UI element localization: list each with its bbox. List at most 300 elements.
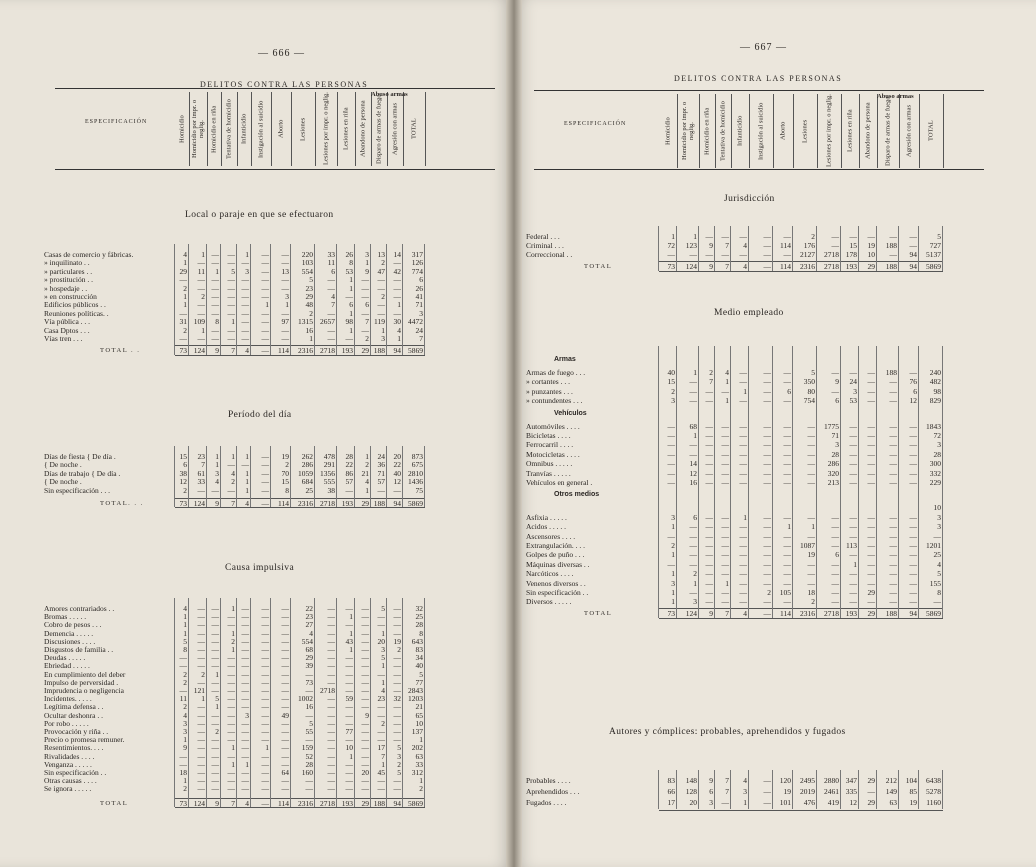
cell-value: —: [361, 653, 369, 663]
row-label: Casa Dptos . . .: [44, 325, 90, 335]
cell-value: —: [261, 653, 269, 663]
cell-value: 476: [803, 798, 815, 807]
cell-value: 2: [381, 718, 385, 728]
cell-value: 30: [393, 317, 401, 327]
cell-value: —: [361, 677, 369, 687]
cell-value: —: [867, 787, 875, 796]
cell-value: —: [889, 386, 897, 396]
section-table: [0, 0, 514, 867]
cell-value: 11: [179, 694, 187, 704]
cell-value: 6: [183, 460, 187, 470]
cell-value: —: [361, 669, 369, 679]
cell-value: 6: [787, 386, 791, 396]
cell-value: —: [361, 661, 369, 671]
column-rule: [658, 770, 659, 809]
cell-value: —: [227, 751, 235, 761]
cell-value: —: [227, 784, 235, 794]
cell-value: —: [867, 478, 875, 487]
row-label: TOTAL: [100, 799, 129, 807]
cell-value: 9: [365, 710, 369, 720]
cell-value: 312: [411, 768, 423, 777]
cell-value: 482: [929, 377, 941, 387]
cell-value: 2316: [298, 499, 313, 508]
cell-value: —: [281, 661, 289, 671]
cell-value: 38: [179, 468, 187, 478]
cell-value: 42: [393, 266, 401, 276]
column-6: Instigación al suicidio: [749, 94, 774, 168]
cell-value: —: [361, 645, 369, 654]
cell-value: 8: [285, 485, 289, 495]
cell-value: 176: [803, 241, 815, 250]
cell-value: —: [889, 550, 897, 560]
cell-value: —: [783, 597, 791, 607]
cell-value: 5: [215, 694, 219, 704]
cell-value: —: [281, 776, 289, 786]
table-row: [514, 798, 1036, 807]
cell-value: —: [345, 768, 353, 777]
cell-value: 1: [349, 645, 353, 654]
cell-value: —: [241, 669, 249, 679]
cell-value: 70: [281, 468, 289, 478]
cell-value: 9: [709, 776, 713, 785]
cell-value: —: [241, 653, 249, 663]
cell-value: 9: [835, 377, 839, 387]
cell-value: —: [867, 377, 875, 387]
cell-value: 1: [671, 597, 675, 607]
row-label: » hospedaje . .: [44, 283, 88, 293]
cell-value: 126: [411, 258, 423, 268]
cell-value: —: [211, 768, 219, 777]
cell-value: 9: [215, 499, 219, 508]
cell-value: 1: [853, 559, 857, 569]
cell-value: —: [721, 798, 729, 807]
cell-value: 137: [411, 727, 423, 736]
cell-value: —: [763, 522, 771, 532]
cell-value: 3: [245, 266, 249, 276]
cell-value: —: [889, 232, 897, 241]
cell-value: —: [345, 735, 353, 745]
column-rule: [290, 598, 291, 807]
cell-value: —: [867, 386, 875, 396]
cell-value: 113: [846, 541, 857, 550]
cell-value: 1: [183, 258, 187, 268]
cell-value: 17: [377, 743, 385, 753]
cell-value: 23: [305, 283, 313, 293]
cell-value: —: [377, 784, 385, 794]
cell-value: —: [849, 368, 857, 377]
cell-value: —: [721, 440, 729, 450]
row-label: Provocación y riña . .: [44, 727, 109, 736]
row-label: Máquinas diversas . .: [526, 559, 590, 569]
cell-value: —: [241, 275, 249, 285]
cell-value: —: [211, 735, 219, 745]
cell-value: —: [849, 550, 857, 560]
cell-value: 1: [265, 300, 269, 310]
cell-value: —: [211, 325, 219, 335]
cell-value: 12: [849, 798, 857, 807]
cell-value: —: [393, 784, 401, 794]
section-title: Causa impulsiva: [225, 563, 295, 573]
cell-value: —: [197, 776, 205, 786]
cell-value: —: [889, 588, 897, 597]
cell-value: 33: [197, 477, 205, 487]
cell-value: 28: [415, 620, 423, 630]
cell-value: 3: [937, 522, 941, 532]
cell-value: 12: [909, 396, 917, 406]
cell-value: —: [211, 784, 219, 794]
cell-value: —: [327, 325, 335, 335]
cell-value: —: [689, 250, 697, 259]
cell-value: —: [197, 604, 205, 613]
cell-value: —: [721, 459, 729, 469]
cell-value: 15: [281, 477, 289, 487]
cell-value: —: [721, 421, 729, 431]
cell-value: 1: [349, 283, 353, 293]
cell-value: 5869: [408, 798, 423, 808]
cell-value: —: [807, 468, 815, 478]
cell-value: 20: [377, 636, 385, 646]
row-label: Por robo . . . . .: [44, 718, 89, 728]
cell-value: —: [261, 784, 269, 794]
cell-value: —: [739, 559, 747, 569]
cell-value: —: [807, 512, 815, 522]
column-13: Agresión con armas: [899, 94, 920, 168]
cell-value: —: [909, 569, 917, 579]
cell-value: 1: [215, 452, 219, 461]
cell-value: 202: [411, 743, 423, 753]
cell-value: 75: [415, 485, 423, 495]
cell-value: —: [867, 232, 875, 241]
cell-value: —: [197, 784, 205, 794]
cell-value: 2718: [824, 608, 839, 618]
cell-value: —: [721, 541, 729, 550]
cell-value: —: [241, 702, 249, 712]
cell-value: 43: [345, 636, 353, 646]
section-title: Medio empleado: [714, 308, 784, 318]
cell-value: —: [227, 727, 235, 736]
column-4: Tentativa de homicidio: [221, 92, 238, 166]
cell-value: —: [227, 661, 235, 671]
cell-value: 2843: [408, 686, 423, 695]
cell-value: —: [831, 386, 839, 396]
cell-value: —: [327, 669, 335, 679]
cell-value: 19: [281, 452, 289, 461]
cell-value: —: [393, 710, 401, 720]
cell-value: 555: [323, 477, 335, 487]
cell-value: 114: [780, 241, 791, 250]
cell-value: 1: [671, 550, 675, 560]
cell-value: 8: [349, 258, 353, 268]
cell-value: —: [705, 550, 713, 560]
cell-value: 45: [377, 768, 385, 777]
cell-value: 9: [215, 346, 219, 356]
cell-value: 2127: [800, 250, 815, 259]
cell-value: —: [689, 396, 697, 406]
cell-value: 2: [183, 325, 187, 335]
abuso-armas-label: Abuso armas: [877, 93, 914, 100]
cell-value: —: [197, 628, 205, 638]
cell-value: 18: [807, 588, 815, 597]
cell-value: —: [361, 751, 369, 761]
cell-value: —: [807, 569, 815, 579]
cell-value: —: [689, 550, 697, 560]
cell-value: —: [361, 275, 369, 285]
cell-value: 15: [179, 452, 187, 461]
cell-value: 28: [831, 449, 839, 459]
row-label: Vías tren . . .: [44, 334, 83, 343]
cell-value: —: [831, 368, 839, 377]
cell-value: —: [281, 743, 289, 753]
cell-value: —: [705, 478, 713, 487]
cell-value: 1: [365, 258, 369, 268]
column-rule: [730, 770, 731, 809]
cell-value: —: [909, 431, 917, 440]
cell-value: —: [197, 308, 205, 318]
cell-value: 7: [709, 377, 713, 387]
cell-value: —: [361, 308, 369, 318]
cell-value: —: [241, 604, 249, 613]
cell-value: —: [721, 597, 729, 607]
cell-value: —: [705, 386, 713, 396]
cell-value: 6: [419, 275, 423, 285]
cell-value: —: [327, 677, 335, 687]
cell-value: 754: [803, 396, 815, 406]
cell-value: —: [261, 460, 269, 470]
cell-value: —: [227, 686, 235, 695]
cell-value: —: [211, 300, 219, 310]
row-label: TOTAL . .: [100, 347, 141, 355]
cell-value: 26: [415, 283, 423, 293]
cell-value: 94: [909, 608, 917, 618]
cell-value: —: [763, 512, 771, 522]
cell-value: 29: [179, 266, 187, 276]
cell-value: —: [261, 727, 269, 736]
cell-value: —: [327, 275, 335, 285]
cell-value: 1201: [926, 541, 941, 550]
cell-value: —: [667, 250, 675, 259]
cell-value: —: [327, 653, 335, 663]
cell-value: 2495: [800, 776, 815, 785]
cell-value: —: [377, 300, 385, 310]
cell-value: 1356: [320, 468, 335, 478]
cell-value: —: [261, 677, 269, 687]
cell-value: —: [281, 334, 289, 343]
cell-value: —: [211, 604, 219, 613]
cell-value: 98: [345, 317, 353, 327]
cell-value: 2: [365, 460, 369, 470]
cell-value: —: [345, 759, 353, 769]
row-label: Disgustos de familia . .: [44, 645, 114, 654]
cell-value: —: [739, 250, 747, 259]
cell-value: 1059: [298, 468, 313, 478]
cell-value: 16: [689, 478, 697, 487]
cell-value: 1087: [800, 541, 815, 550]
cell-value: —: [227, 677, 235, 687]
cell-value: —: [261, 317, 269, 327]
cell-value: 554: [301, 266, 313, 276]
cell-value: —: [909, 597, 917, 607]
cell-value: —: [179, 308, 187, 318]
cell-value: —: [241, 784, 249, 794]
cell-value: 21: [415, 702, 423, 712]
cell-value: 727: [929, 241, 941, 250]
cell-value: —: [227, 710, 235, 720]
cell-value: —: [763, 787, 771, 796]
row-label: Días de trabajo { De día .: [44, 468, 121, 478]
cell-value: 3: [215, 468, 219, 478]
cell-value: 6: [349, 300, 353, 310]
cell-value: —: [261, 694, 269, 704]
cell-value: 1002: [298, 694, 313, 704]
row-label: Impulso de perversidad .: [44, 677, 119, 687]
cell-value: 478: [323, 452, 335, 461]
cell-value: —: [345, 334, 353, 343]
cell-value: 1315: [298, 317, 313, 327]
cell-value: 2: [767, 588, 771, 597]
cell-value: —: [689, 541, 697, 550]
cell-value: —: [831, 232, 839, 241]
cell-value: —: [807, 449, 815, 459]
cell-value: 2: [231, 477, 235, 487]
cell-value: 240: [929, 368, 941, 377]
cell-value: —: [179, 686, 187, 695]
cell-value: 1: [743, 386, 747, 396]
row-label: Vía pública . . .: [44, 317, 91, 327]
cell-value: 2: [309, 308, 313, 318]
cell-value: —: [327, 776, 335, 786]
cell-value: 2: [285, 460, 289, 470]
cell-value: —: [705, 250, 713, 259]
cell-value: 7: [231, 499, 235, 508]
cell-value: 2: [183, 677, 187, 687]
cell-value: —: [763, 541, 771, 550]
cell-value: —: [739, 541, 747, 550]
cell-value: 3: [671, 578, 675, 588]
cell-value: 29: [361, 346, 369, 356]
cell-value: —: [393, 604, 401, 613]
column-14: TOTAL: [403, 92, 426, 166]
cell-value: 1: [245, 759, 249, 769]
cell-value: —: [241, 460, 249, 470]
cell-value: 3: [397, 751, 401, 761]
cell-value: 1: [693, 368, 697, 377]
cell-value: 3: [183, 727, 187, 736]
cell-value: 2: [183, 702, 187, 712]
cell-value: 4: [183, 250, 187, 259]
cell-value: —: [739, 578, 747, 588]
cell-value: —: [909, 512, 917, 522]
cell-value: —: [849, 459, 857, 469]
cell-value: 15: [849, 241, 857, 250]
cell-value: 49: [281, 710, 289, 720]
cell-value: 22: [393, 460, 401, 470]
cell-value: —: [909, 522, 917, 532]
row-label: Bromas . . . . .: [44, 612, 87, 622]
cell-value: 1: [183, 300, 187, 310]
cell-value: 2: [231, 636, 235, 646]
cell-value: 149: [885, 787, 897, 796]
cell-value: 2718: [824, 250, 839, 259]
cell-value: —: [909, 478, 917, 487]
table-row: [514, 776, 1036, 785]
cell-value: —: [281, 645, 289, 654]
cell-value: 347: [845, 776, 857, 785]
cell-value: —: [763, 386, 771, 396]
cell-value: —: [763, 578, 771, 588]
cell-value: —: [705, 459, 713, 469]
row-label: Imprudencia o negligencia: [44, 686, 124, 695]
cell-value: 684: [301, 477, 313, 487]
cell-value: 4: [725, 368, 729, 377]
cell-value: —: [739, 440, 747, 450]
cell-value: —: [281, 258, 289, 268]
cell-value: —: [361, 727, 369, 736]
cell-value: 675: [411, 460, 423, 470]
cell-value: 29: [305, 292, 313, 301]
cell-value: —: [763, 368, 771, 377]
cell-value: —: [763, 431, 771, 440]
cell-value: —: [689, 386, 697, 396]
column-13: Agresión con armas: [387, 92, 404, 166]
cell-value: 29: [361, 499, 369, 508]
cell-value: —: [377, 283, 385, 293]
cell-value: —: [377, 275, 385, 285]
cell-value: —: [261, 308, 269, 318]
cell-value: 25: [305, 485, 313, 495]
cell-value: 5278: [926, 787, 941, 796]
cell-value: 220: [301, 250, 313, 259]
cell-value: 1: [671, 569, 675, 579]
cell-value: —: [783, 459, 791, 469]
cell-value: —: [889, 512, 897, 522]
row-label: Fugados . . . .: [526, 798, 567, 807]
cell-value: —: [241, 645, 249, 654]
cell-value: —: [867, 512, 875, 522]
cell-value: —: [361, 628, 369, 638]
cell-value: 3: [693, 597, 697, 607]
cell-value: —: [261, 258, 269, 268]
cell-value: —: [783, 578, 791, 588]
cell-value: 1775: [824, 421, 839, 431]
column-rule: [698, 770, 699, 809]
cell-value: —: [763, 449, 771, 459]
cell-value: —: [327, 727, 335, 736]
cell-value: 21: [361, 468, 369, 478]
cell-value: —: [327, 768, 335, 777]
cell-value: 2: [671, 541, 675, 550]
cell-value: 1: [693, 232, 697, 241]
cell-value: —: [831, 578, 839, 588]
spec-label: ESPECIFICACIÓN: [564, 121, 627, 127]
cell-value: —: [739, 396, 747, 406]
cell-value: —: [667, 421, 675, 431]
cell-value: 28: [345, 452, 353, 461]
cell-value: 1: [693, 431, 697, 440]
cell-value: —: [261, 759, 269, 769]
section-title: Período del día: [228, 410, 292, 420]
cell-value: —: [241, 694, 249, 704]
cell-value: 829: [929, 396, 941, 406]
row-label: Narcóticos . . . .: [526, 569, 574, 579]
cell-value: 350: [803, 377, 815, 387]
cell-value: 14: [393, 250, 401, 259]
cell-value: 1: [419, 735, 423, 745]
cell-value: 52: [305, 751, 313, 761]
cell-value: —: [361, 702, 369, 712]
cell-value: 1: [349, 308, 353, 318]
cell-value: 1: [231, 628, 235, 638]
column-11: Abandono de persona: [355, 92, 372, 166]
